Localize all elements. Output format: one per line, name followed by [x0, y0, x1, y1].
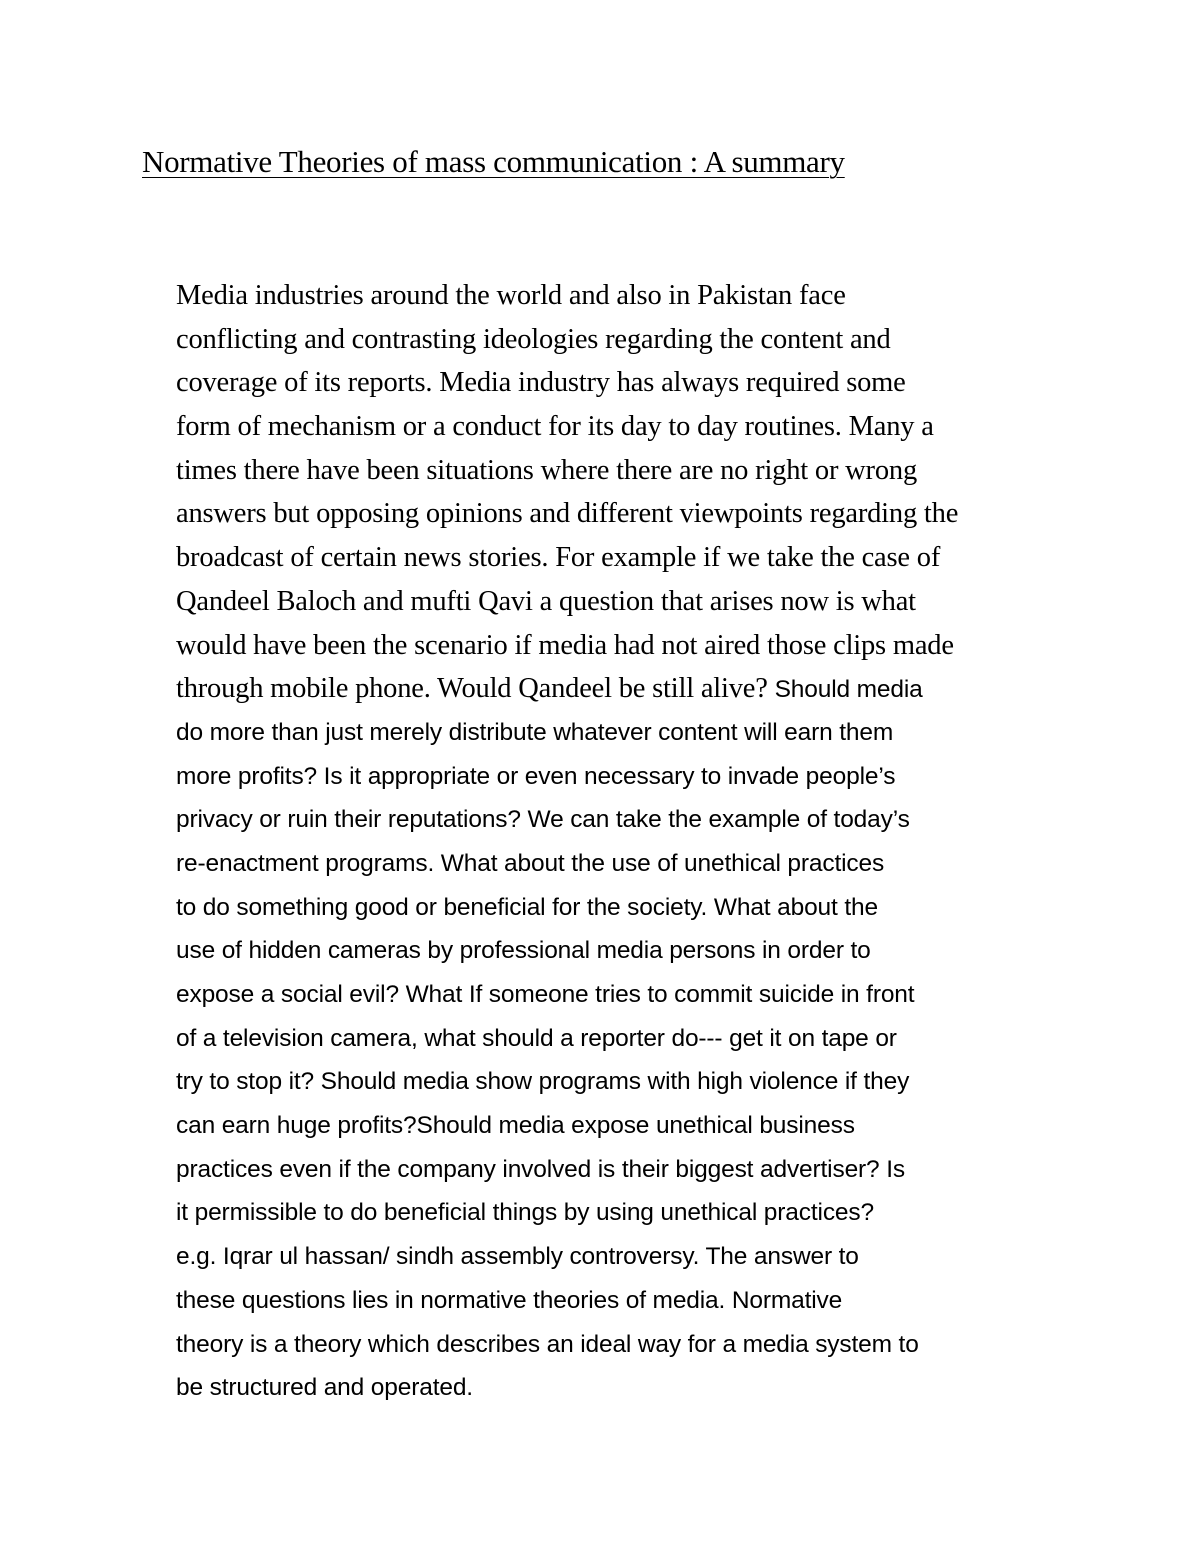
paragraph-text-segment: expose a social evil? What If someone tries to commit suicide in front [176, 981, 915, 1008]
paragraph-text-segment: these questions lies in normative theories of media. Normative [176, 1286, 843, 1314]
paragraph-line [176, 274, 1076, 318]
paragraph-text-segment: e.g. Iqrar ul hassan/ sindh assembly controversy. The answer to [176, 1243, 859, 1271]
paragraph-line [176, 1148, 1076, 1192]
paragraph-text-segment: times there have been situations where there are no right or wrong [176, 454, 917, 486]
paragraph-text-segment: Should media [774, 676, 923, 704]
paragraph-text-segment: broadcast of certain news stories. For example if we take the case of [176, 542, 941, 574]
paragraph-line [176, 624, 1076, 668]
paragraph-line [176, 318, 1076, 362]
paragraph-line [176, 886, 1076, 930]
paragraph-line [176, 405, 1076, 449]
paragraph-line [176, 1323, 1076, 1367]
paragraph-text-segment: of a television camera, what should a reporter do--- get it on tape or [176, 1024, 897, 1052]
paragraph-text-segment: try to stop it? Should media show programs with high violence if they [176, 1068, 910, 1096]
paragraph-line [176, 449, 1076, 493]
paragraph-text-segment: privacy or ruin their reputations? We can take the example of today’s [176, 806, 910, 834]
paragraph-text-segment: do more than just merely distribute whatever content will earn them [176, 718, 894, 746]
page-title: Normative Theories of mass communication : A summary [142, 144, 845, 179]
paragraph-line [176, 1017, 1076, 1061]
paragraph-text-segment: be structured and operated. [176, 1374, 473, 1402]
paragraph-line [176, 1191, 1076, 1235]
paragraph-text-segment: it permissible to do beneficial things by using unethical practices? [176, 1199, 874, 1227]
paragraph-text-segment: would have been the scenario if media had not aired those clips made [176, 629, 954, 661]
paragraph-text-segment: re-enactment programs. What about the use of unethical practices [176, 849, 885, 877]
paragraph-text-segment: practices even if the company involved is their biggest advertiser? Is [176, 1155, 905, 1183]
paragraph-text-segment: answers but opposing opinions and different viewpoints regarding the [176, 498, 959, 530]
paragraph-text-segment: to do something good or beneficial for the society. What about the [176, 893, 878, 921]
paragraph-line [176, 536, 1076, 580]
paragraph-line [176, 1104, 1076, 1148]
paragraph-line [176, 798, 1076, 842]
paragraph-line [176, 667, 1076, 711]
paragraph-line [176, 973, 1076, 1017]
paragraph-text-segment: through mobile phone. Would Qandeel be still alive? [176, 673, 775, 705]
paragraph-text-segment: Qandeel Baloch and mufti Qavi a question that arises now is what [176, 585, 916, 617]
paragraph-line [176, 755, 1076, 799]
paragraph-text-segment: Media industries around the world and also in Pakistan face [176, 280, 846, 311]
paragraph-line [176, 580, 1076, 624]
paragraph-text-segment: more profits? Is it appropriate or even necessary to invade people’s [176, 762, 896, 790]
paragraph-text-segment: theory is a theory which describes an ideal way for a media system to [176, 1330, 919, 1358]
paragraph-line [176, 1235, 1076, 1279]
paragraph-line [176, 1060, 1076, 1104]
paragraph-text-segment: coverage of its reports. Media industry has always required some [176, 367, 906, 399]
paragraph-line [176, 711, 1076, 755]
summary-paragraph [176, 274, 1076, 1410]
paragraph-line [176, 1279, 1076, 1323]
paragraph-text-segment: can earn huge profits?Should media expose unethical business [176, 1112, 855, 1140]
paragraph-line [176, 842, 1076, 886]
paragraph-text-segment: conflicting and contrasting ideologies regarding the content and [176, 323, 891, 355]
paragraph-line [176, 1366, 1076, 1410]
paragraph-line [176, 929, 1076, 973]
paragraph-text-segment: form of mechanism or a conduct for its day to day routines. Many a [176, 411, 934, 443]
paragraph-line [176, 361, 1076, 405]
paragraph-text-segment: use of hidden cameras by professional media persons in order to [176, 937, 871, 965]
paragraph-line [176, 492, 1076, 536]
